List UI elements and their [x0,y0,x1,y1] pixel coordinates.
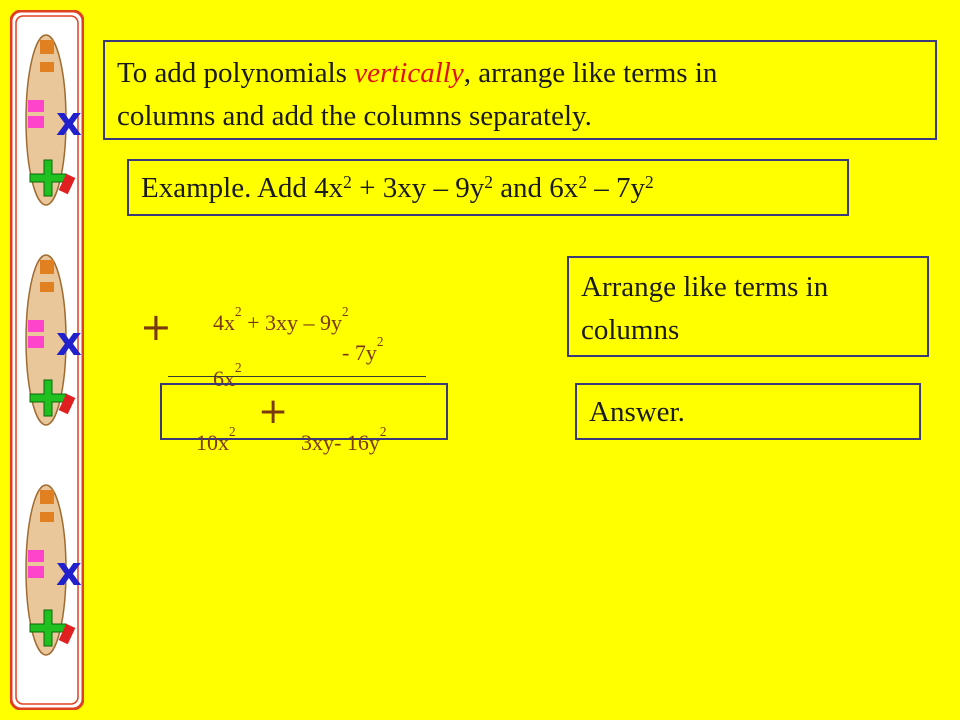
exponent: 2 [235,360,242,375]
exponent: 2 [343,172,352,192]
intro-text-line2: columns and add the columns separately. [117,100,592,132]
exponent: 2 [578,172,588,192]
answer-note [575,383,921,440]
svg-text:x: x [56,99,82,145]
example-text: + 3xy – 9y [351,172,485,204]
intro-text-start: To add polynomials [117,57,355,89]
term: 4x [213,310,235,335]
exponent: 2 [645,172,654,192]
example-box [127,159,849,216]
plus-sign: + [140,305,172,349]
result-row [185,404,236,456]
intro-text-end: , arrange like terms in [463,57,718,89]
sum-line [168,376,426,377]
result-row-2 [290,404,386,456]
exponent: 2 [229,424,236,439]
answer-note-text: Answer. [589,396,685,428]
arrange-note-text: Arrange like terms in columns [581,271,829,346]
result-plus-sign: + [258,391,289,432]
arrange-note [567,256,929,357]
term: - 7y [342,340,377,365]
exponent: 2 [379,424,387,439]
term: 6x [213,366,235,391]
intro-box [103,40,937,140]
example-text: Example. Add 4x [141,172,344,204]
exponent: 2 [484,172,493,192]
polynomial-row-1 [202,284,349,336]
exponent: 2 [376,334,384,349]
intro-emphasis: vertically [354,57,464,89]
exponent: 2 [342,304,349,319]
term: 10x [196,430,229,455]
exponent: 2 [235,304,242,319]
example-text: – 7y [587,172,646,204]
term: 3xy- 16y [301,430,380,455]
decorative-sidebar [10,10,84,710]
example-text: and 6x [492,172,579,204]
term: + 3xy – 9y [241,310,343,335]
